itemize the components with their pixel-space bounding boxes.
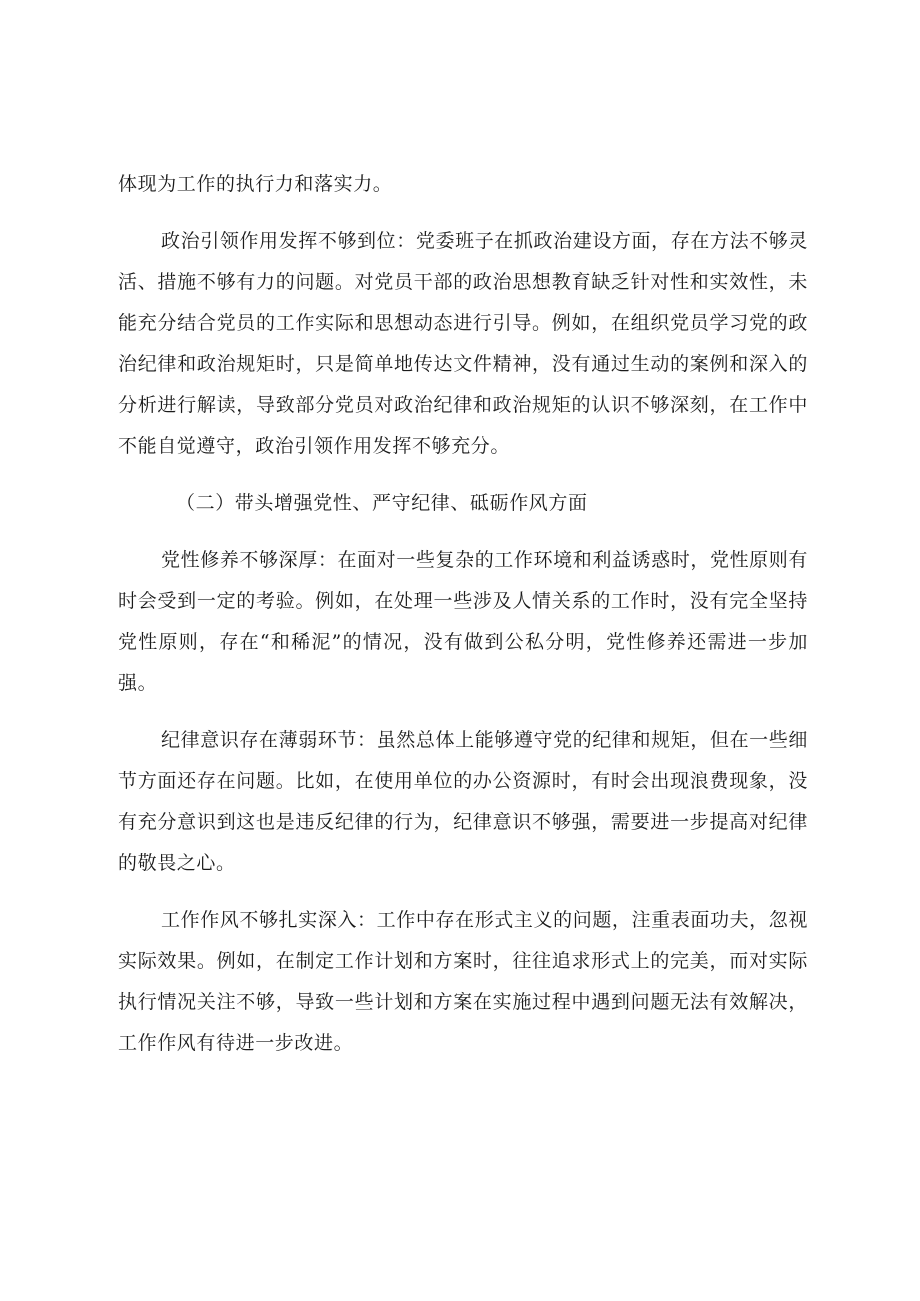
- paragraph-party-spirit: 党性修养不够深厚：在面对一些复杂的工作环境和利益诱惑时，党性原则有时会受到一定的考验。例如，在处理一些涉及人情关系的工作时，没有完全坚持党性原则，存在“和稀泥”的情况，没有做到公私分明，党性修养还需进一步加强。: [118, 549, 808, 694]
- paragraph-political-leadership: 政治引领作用发挥不够到位：党委班子在抓政治建设方面，存在方法不够灵活、措施不够有力的问题。对党员干部的政治思想教育缺乏针对性和实效性，未能充分结合党员的工作实际和思想动态进行引导。例如，在组织党员学习党的政治纪律和政治规矩时，只是简单地传达文件精神，没有通过生动的案例和深入的分析进行解读，导致部分党员对政治纪律和政治规矩的认识不够深刻，在工作中不能自觉遵守，政治引领作用发挥不够充分。: [118, 230, 808, 457]
- section-heading: （二）带头增强党性、严守纪律、砥砺作风方面: [176, 492, 588, 514]
- document-body: [118, 164, 808, 1080]
- paragraph-continuation: 体现为工作的执行力和落实力。: [118, 173, 393, 195]
- paragraph-work-style: 工作作风不够扎实深入：工作中存在形式主义的问题，注重表面功夫，忽视实际效果。例如，在制定工作计划和方案时，往往追求形式上的完美，而对实际执行情况关注不够，导致一些计划和方案在实施过程中遇到问题无法有效解决，工作作风有待进一步改进。: [118, 909, 808, 1054]
- paragraph-discipline: 纪律意识存在薄弱环节：虽然总体上能够遵守党的纪律和规矩，但在一些细节方面还存在问题。比如，在使用单位的办公资源时，有时会出现浪费现象，没有充分意识到这也是违反纪律的行为，纪律意识不够强，需要进一步提高对纪律的敬畏之心。: [118, 729, 808, 874]
